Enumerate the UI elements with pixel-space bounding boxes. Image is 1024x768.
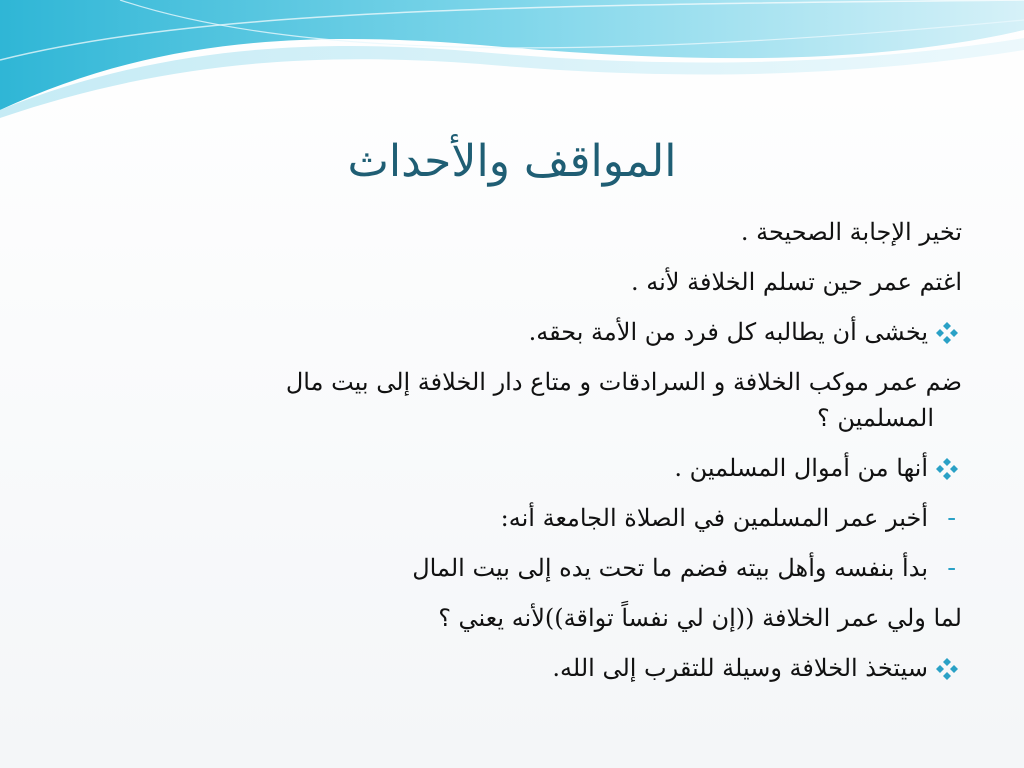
line-text-continuation: المسلمين ؟ xyxy=(817,404,934,432)
line-text: ضم عمر موكب الخلافة و السرادقات و متاع دار الخلافة إلى بيت مال xyxy=(285,368,962,396)
line-text: يخشى أن يطالبه كل فرد من الأمة بحقه. xyxy=(528,318,928,346)
line-text: لما ولي عمر الخلافة ((إن لي نفساً تواقة))لأنه يعني ؟ xyxy=(438,604,962,632)
line-text: أخبر عمر المسلمين في الصلاة الجامعة أنه: xyxy=(500,504,928,532)
answer-line-1 xyxy=(142,314,962,350)
dash-line-2 xyxy=(142,550,962,586)
dash-marker: - xyxy=(947,503,956,533)
answer-line-2 xyxy=(142,450,962,486)
question-line-4 xyxy=(142,600,962,636)
dash-marker: - xyxy=(947,553,956,583)
line-text: تخير الإجابة الصحيحة . xyxy=(740,218,962,246)
line-text: اغتم عمر حين تسلم الخلافة لأنه . xyxy=(631,268,962,296)
diamond-bullet-icon xyxy=(934,320,960,346)
line-text: سيتخذ الخلافة وسيلة للتقرب إلى الله. xyxy=(552,654,928,682)
diamond-bullet-icon xyxy=(934,456,960,482)
diamond-bullet-icon xyxy=(934,656,960,682)
answer-line-3 xyxy=(142,650,962,686)
header-wave-decoration xyxy=(0,0,1024,120)
slide-title: المواقف والأحداث xyxy=(347,136,677,187)
question-line-3 xyxy=(142,364,962,436)
question-line-1 xyxy=(142,214,962,250)
dash-line-1 xyxy=(142,500,962,536)
question-line-2 xyxy=(142,264,962,300)
slide-body xyxy=(142,214,962,700)
line-text: بدأ بنفسه وأهل بيته فضم ما تحت يده إلى بيت المال xyxy=(412,554,928,582)
line-text: أنها من أموال المسلمين . xyxy=(674,454,928,482)
